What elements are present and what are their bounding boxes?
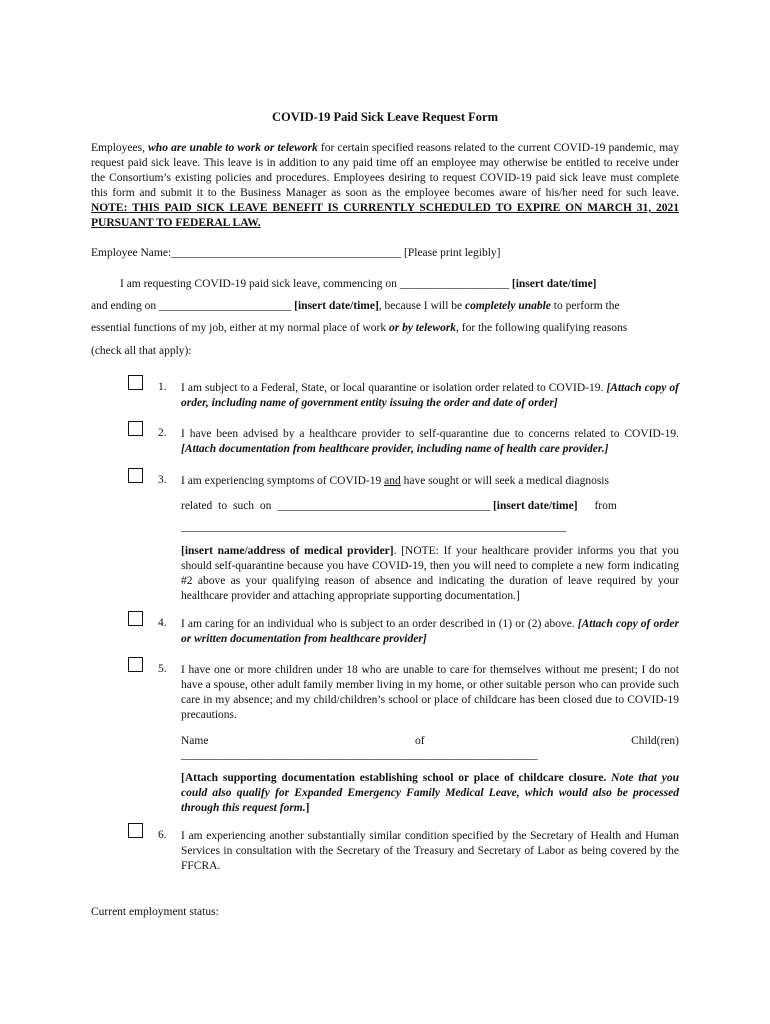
reason-note: [Attach copy of order or written documentation from healthcare provider] — [181, 618, 679, 645]
employment-status-label: Current employment status: — [91, 906, 219, 918]
child-name-label: Name — [181, 735, 209, 747]
reason-and: and — [384, 475, 401, 487]
provider-field[interactable]: ___________________________________________________________________ — [181, 521, 567, 533]
reason-3-date-row — [181, 499, 681, 514]
reason-1-text — [181, 381, 679, 411]
reason-6-checkbox[interactable] — [128, 823, 143, 838]
reason-3-text — [181, 474, 679, 489]
reason-5-text: I have one or more children under 18 who are unable to care for themselves without me present; I do not have a spouse, other adult family member living in my home, or other suitable person who can provide such care in my absence; and my child/children’s school or place of childcare has been closed due to COVID-19 precautions. — [181, 664, 679, 721]
expiration-notice: NOTE: THIS PAID SICK LEAVE BENEFIT IS CURRENTLY SCHEDULED TO EXPIRE ON MARCH 31, 2021 PURSUANT TO FEDERAL LAW. — [91, 202, 679, 229]
reason-3-number: 3. — [158, 474, 167, 486]
request-emphasis: completely unable — [465, 300, 551, 312]
reason-text: related to such on — [181, 500, 278, 512]
end-date-field[interactable]: _______________________ — [159, 300, 292, 312]
reason-1-number: 1. — [158, 381, 167, 393]
reason-4-text — [181, 617, 679, 647]
reason-3-checkbox[interactable] — [128, 468, 143, 483]
request-line-2 — [91, 300, 681, 312]
intro-lead: Employees, — [91, 142, 149, 154]
reason-4-number: 4. — [158, 617, 167, 629]
reason-3-provider-note — [181, 544, 679, 604]
request-line-4: (check all that apply): — [91, 345, 192, 357]
reason-note: [Attach copy of order, including name of government entity issuing the order and date of order] — [181, 382, 679, 409]
employee-name-row — [91, 247, 681, 259]
request-emphasis: or by telework — [388, 322, 457, 334]
child-name-field[interactable]: ______________________________________________________________ — [181, 749, 538, 761]
reason-note: [Attach documentation from healthcare provider, including name of health care provider.] — [181, 443, 609, 455]
intro-emphasis: who are unable to work or telework — [148, 142, 318, 154]
employee-name-field[interactable]: ________________________________________ — [171, 247, 402, 259]
reason-text: I am experiencing symptoms of COVID-19 — [181, 475, 385, 487]
attach-note: [Attach supporting documentation establishing school or place of childcare closure. — [181, 772, 612, 784]
child-name-label: of — [414, 735, 425, 747]
diagnosis-date-hint: [insert date/time] — [490, 500, 578, 512]
form-title: COVID-19 Paid Sick Leave Request Form — [271, 110, 499, 124]
reason-6-text: I am experiencing another substantially similar condition specified by the Secretary of Health and Human Services in consultation with the Secretary of the Treasury and Secretary of Labor as being covered by the FFCRA. — [181, 830, 679, 872]
employee-name-hint: [Please print legibly] — [401, 247, 501, 259]
provider-label: [insert name/address of medical provider] — [181, 545, 394, 557]
request-text: essential functions of my job, either at my normal place of work — [91, 322, 389, 334]
request-text: to perform the — [550, 300, 620, 312]
request-line-3 — [91, 322, 681, 334]
reason-text: have sought or will seek a medical diagnosis — [400, 475, 609, 487]
reason-2-number: 2. — [158, 427, 167, 439]
reason-4-checkbox[interactable] — [128, 611, 143, 626]
reason-5-attach-note — [181, 771, 679, 816]
intro-paragraph — [91, 141, 679, 231]
child-name-label: Child(ren) — [631, 735, 679, 747]
attach-note: ] — [305, 802, 310, 814]
reason-5-number: 5. — [158, 663, 167, 675]
reason-text: I have been advised by a healthcare provider to self-quarantine due to concerns related to COVID-19. — [181, 428, 679, 440]
start-date-hint: [insert date/time] — [509, 278, 597, 290]
reason-text: from — [591, 500, 617, 512]
attach-note-emphasis: Note that you could also qualify for Expanded Emergency Family Medical Leave, which would also be processed through this request form. — [181, 772, 679, 814]
request-text: , for the following qualifying reasons — [456, 322, 628, 334]
request-text: I am requesting COVID-19 paid sick leave, commencing on — [120, 278, 400, 290]
reason-2-checkbox[interactable] — [128, 421, 143, 436]
reason-1-checkbox[interactable] — [128, 375, 143, 390]
reason-2-text — [181, 427, 679, 457]
start-date-field[interactable]: ___________________ — [399, 278, 510, 290]
reason-text: I am caring for an individual who is subject to an order described in (1) or (2) above. — [181, 618, 578, 630]
reason-text: I am subject to a Federal, State, or local quarantine or isolation order related to COVID-19. — [181, 382, 607, 394]
request-text: and ending on — [91, 300, 160, 312]
request-line-1 — [120, 278, 680, 290]
child-name-row — [181, 734, 679, 749]
end-date-hint: [insert date/time] — [291, 300, 379, 312]
employee-name-label: Employee Name: — [91, 247, 172, 259]
reason-6-number: 6. — [158, 829, 167, 841]
request-text: , because I will be — [378, 300, 465, 312]
diagnosis-date-field[interactable]: _____________________________________ — [277, 500, 491, 512]
reason-5-checkbox[interactable] — [128, 657, 143, 672]
provider-note: . [NOTE: If your healthcare provider informs you that you should self-quarantine because you have COVID-19, then you will need to complete a new form indicating #2 above as your qualifying reason of absence and indicating the duration of leave required by your healthcare provider and attaching appropriate supporting documentation.] — [181, 545, 679, 602]
intro-body: for certain specified reasons related to the current COVID-19 pandemic, may request paid sick leave. This leave is in addition to any paid time off an employee may otherwise be entitled to receive under the Consortium’s existing policies and procedures. Employees desiring to request COVID-19 paid sick leave must complete this form and submit it to the Business Manager as soon as the employee becomes aware of his/her need for such leave. — [91, 142, 679, 199]
